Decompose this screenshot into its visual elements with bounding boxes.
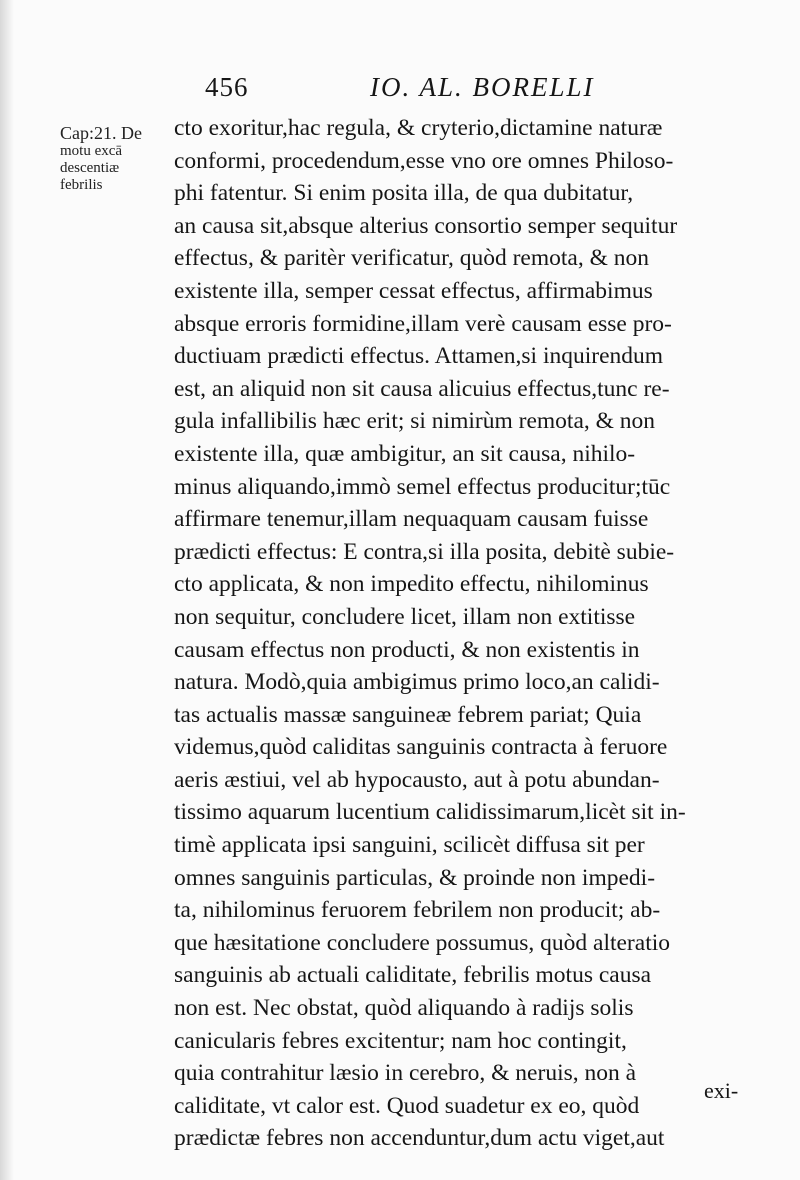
text-line: videmus,quòd caliditas sanguinis contracta à feruore <box>174 734 668 761</box>
margin-note-line: descentiæ <box>60 160 120 176</box>
margin-note-line: Cap:21. De <box>60 123 142 143</box>
text-line: non est. Nec obstat, quòd aliquando à radijs solis <box>174 995 634 1022</box>
running-head <box>205 72 625 112</box>
text-line: existente illa, quæ ambigitur, an sit causa, nihilo- <box>174 440 636 467</box>
text-line: ta, nihilominus feruorem febrilem non producit; ab- <box>174 897 661 924</box>
text-line: canicularis febres excitentur; nam hoc contingit, <box>174 1027 627 1054</box>
text-line: quia contrahitur læsio in cerebro, & neruis, non à <box>174 1060 637 1087</box>
margin-note-line: motu excā <box>60 143 123 159</box>
catchword: exi- <box>704 1078 739 1103</box>
text-line: caliditate, vt calor est. Quod suadetur ex eo, quòd <box>174 1092 640 1119</box>
margin-note <box>60 124 180 194</box>
text-line: an causa sit,absque alterius consortio semper sequitur <box>174 212 678 239</box>
gutter-shadow <box>0 0 14 1180</box>
page-number: 456 <box>205 72 249 102</box>
text-line: phi fatentur. Si enim posita illa, de qua dubitatur, <box>174 180 634 207</box>
text-line: tissimo aquarum lucentium calidissimarum,licèt sit in- <box>174 799 686 826</box>
text-line: ductiuam prædicti effectus. Attamen,si inquirendum <box>174 343 664 370</box>
text-line: causam effectus non producti, & non existentis in <box>174 636 640 663</box>
text-line: est, an aliquid non sit causa alicuius effectus,tunc re- <box>174 375 670 402</box>
text-line: cto exoritur,hac regula, & cryterio,dictamine naturæ <box>174 115 663 141</box>
text-line: absque erroris formidine,illam verè causam esse pro- <box>174 310 672 337</box>
text-line: aeris æstiui, vel ab hypocausto, aut à potu abundan- <box>174 766 660 793</box>
text-line: non sequitur, concludere licet, illam non extitisse <box>174 603 636 630</box>
text-line: natura. Modò,quia ambigimus primo loco,an calidi- <box>174 669 660 696</box>
margin-note-line: febrilis <box>60 177 103 193</box>
text-line: sanguinis ab actuali caliditate, febrilis motus causa <box>174 962 652 989</box>
text-line: gula infallibilis hæc erit; si nimirùm remota, & non <box>174 408 656 435</box>
text-line: que hæsitatione concludere possumus, quòd alteratio <box>174 929 671 956</box>
text-line: timè applicata ipsi sanguini, scilicèt diffusa sit per <box>174 832 645 859</box>
text-line: cto applicata, & non impedito effectu, nihilominus <box>174 571 649 598</box>
text-line: omnes sanguinis particulas, & proinde non impedi- <box>174 864 656 891</box>
running-title: IO. AL. BORELLI <box>370 72 595 102</box>
text-line: prædicti effectus: E contra,si illa posita, debitè subie- <box>174 538 675 565</box>
text-line: effectus, & paritèr verificatur, quòd remota, & non <box>174 245 649 272</box>
text-line: minus aliquando,immò semel effectus producitur;tūc <box>174 473 671 500</box>
text-line: affirmare tenemur,illam nequaquam causam fuisse <box>174 506 649 533</box>
text-line: prædictæ febres non accenduntur,dum actu viget,aut <box>174 1125 665 1152</box>
text-line: existente illa, semper cessat effectus, affirmabimus <box>174 277 653 304</box>
text-line: tas actualis massæ sanguineæ febrem pariat; Quia <box>174 701 642 728</box>
body-text <box>174 112 774 1155</box>
text-line: conformi, procedendum,esse vno ore omnes Philoso- <box>174 147 674 174</box>
